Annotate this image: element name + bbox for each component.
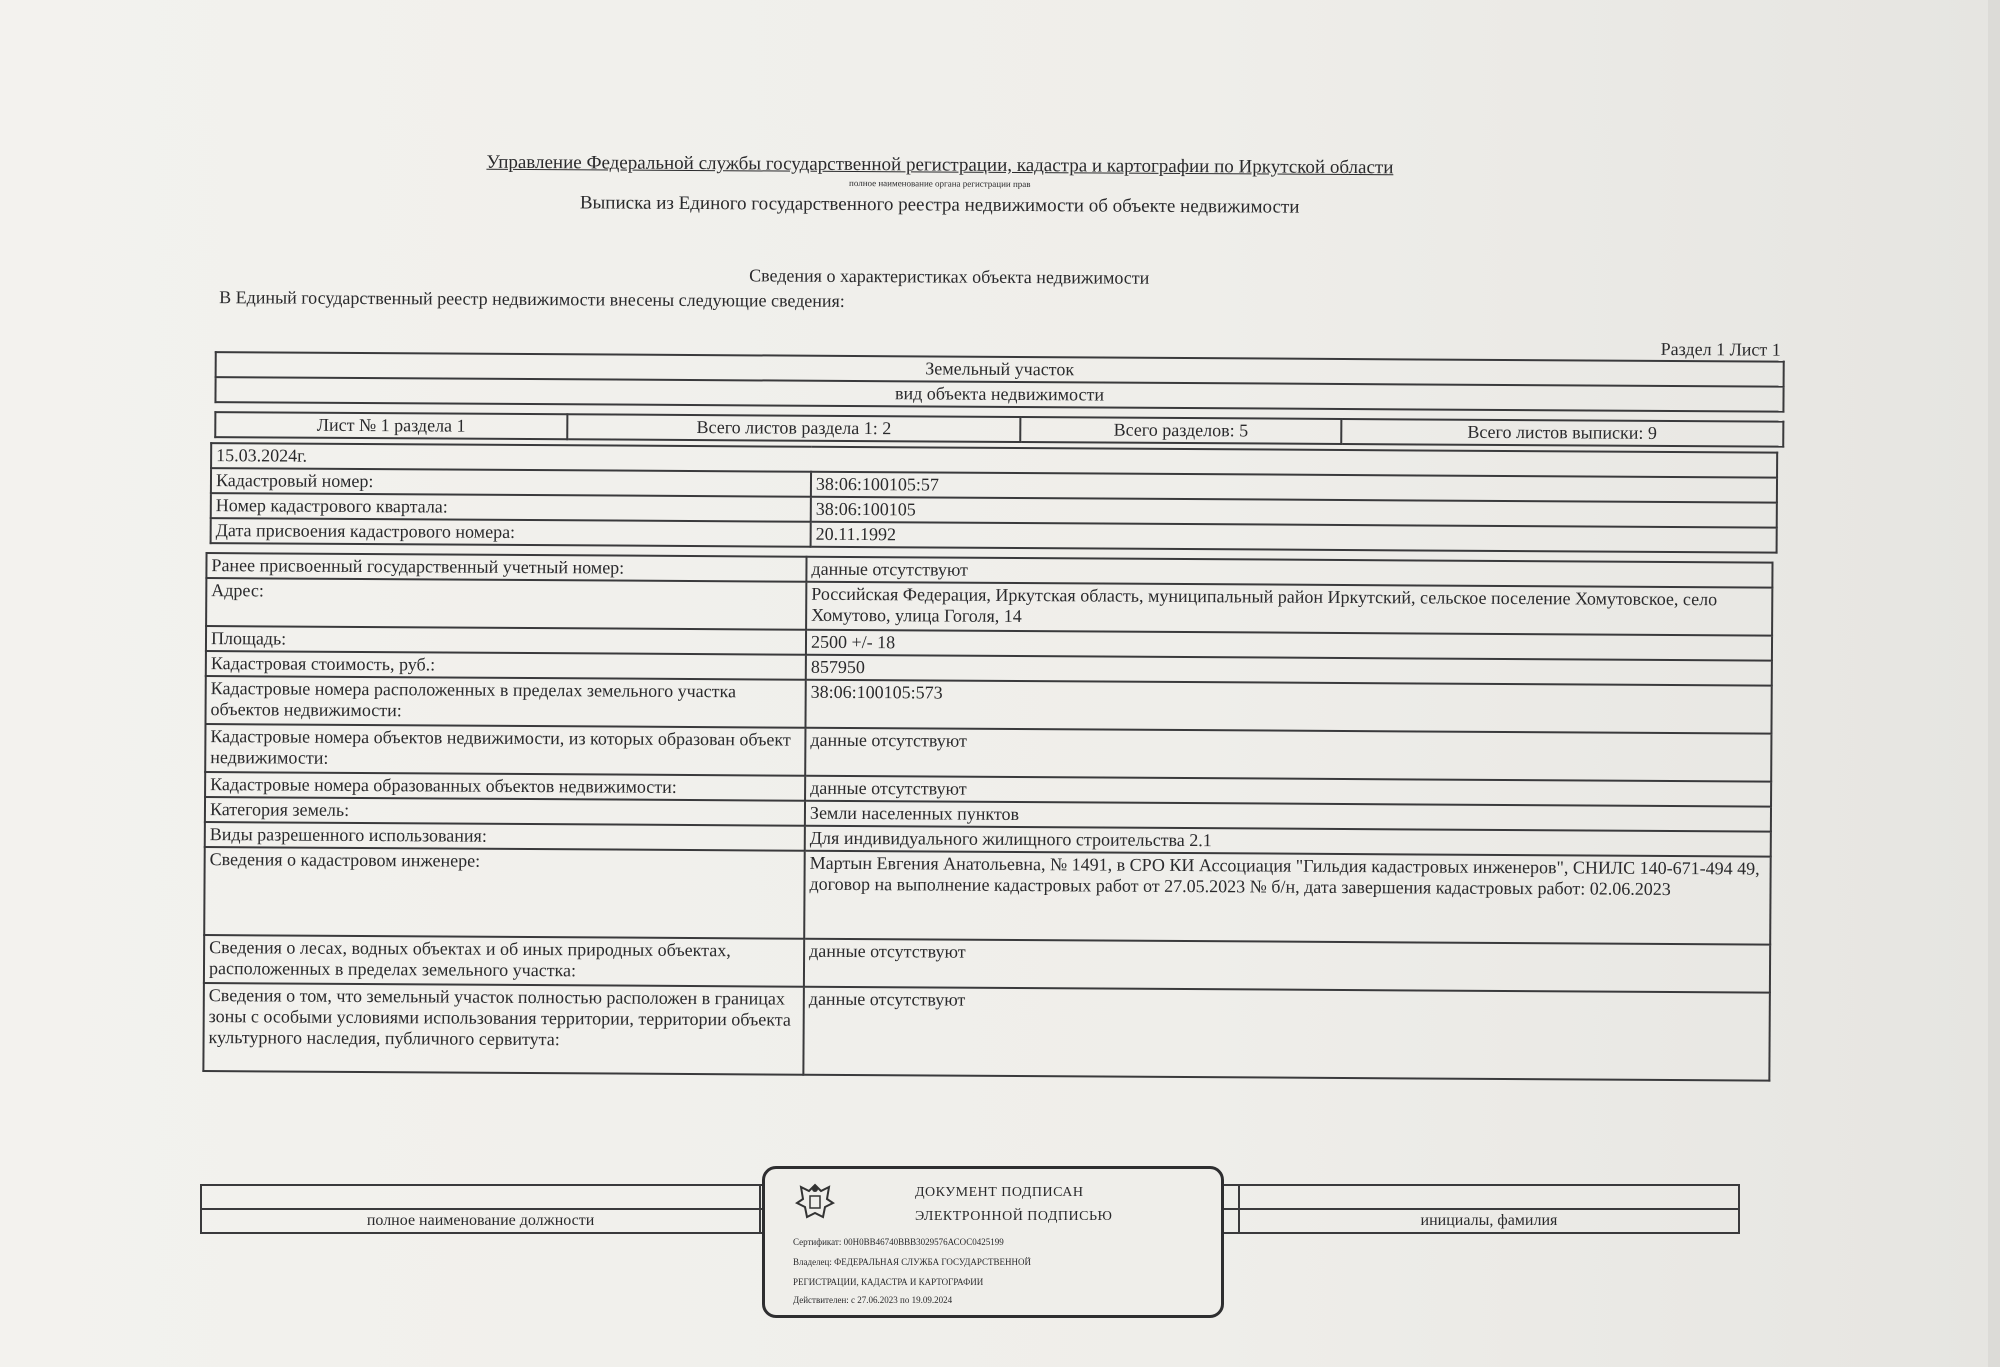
row-value: Для индивидуального жилищного строительства 2.1 [805,826,1771,857]
intro-text: В Единый государственный реестр недвижимости внесены следующие сведения: [219,287,845,311]
row-label: Кадастровый номер: [211,468,811,497]
row-value: данные отсутствуют [805,728,1771,782]
row-label: Кадастровые номера объектов недвижимости, из которых образован объект недвижимости: [205,724,805,776]
row-value: 20.11.1992 [811,522,1777,553]
row-value: данные отсутствуют [805,776,1771,807]
row-label: Номер кадастрового квартала: [211,493,811,522]
electronic-signature-stamp [762,1166,1224,1318]
section-title: Сведения о характеристиках объекта недвижимости [749,265,1150,288]
document-body [194,150,1790,1082]
row-label: Сведения о том, что земельный участок полностью расположен в границах зоны с особыми условиями использования территории, территории объекта культурного наследия, публичного сервитута: [203,983,804,1075]
row-value: Российская Федерация, Иркутская область, муниципальный район Иркутский, сельское поселение Хомутовское, село Хомутово, улица Гоголя, 14 [806,582,1772,636]
row-label: Сведения о кадастровом инженере: [204,847,805,939]
row-label: Сведения о лесах, водных объектах и об иных природных объектах, расположенных в пределах земельного участка: [204,935,804,987]
stamp-owner-line-1: Владелец: ФЕДЕРАЛЬНАЯ СЛУЖБА ГОСУДАРСТВЕННОЙ [793,1257,1032,1267]
total-section-sheets: Всего листов раздела 1: 2 [567,414,1021,442]
identifiers-table [210,442,1779,554]
row-value: Мартын Евгения Анатольевна, № 1491, в СРО КИ Ассоциация "Гильдия кадастровых инженеров", СНИЛС 140-671-494 49, договор на выполнение кадастровых работ от 27.05.2023 № б/н, дата завершения кадастровых работ: 02.06.2023 [804,851,1771,945]
sheets-info-table [214,411,1784,448]
row-value: 2500 +/- 18 [806,630,1772,661]
paper-edge-shadow [1988,0,2000,1367]
table-row [203,983,1770,1081]
position-caption: полное наименование должности [201,1209,760,1233]
object-type: Земельный участок [216,352,1784,387]
row-label: Категория земель: [205,797,805,826]
total-sections: Всего разделов: 5 [1021,417,1341,444]
row-label: Адрес: [206,578,806,630]
row-value: 857950 [806,655,1772,686]
stamp-validity: Действителен: с 27.06.2023 по 19.09.2024 [793,1295,953,1305]
row-label: Кадастровые номера расположенных в пределах земельного участка объектов недвижимости: [205,676,805,728]
row-value: данные отсутствуют [803,987,1770,1081]
row-label: Дата присвоения кадастрового номера: [211,518,811,547]
stamp-owner-line-2: РЕГИСТРАЦИИ, КАДАСТРА И КАРТОГРАФИИ [793,1277,984,1287]
row-value: 38:06:100105 [811,497,1777,528]
coat-of-arms-icon [793,1179,837,1223]
stamp-line-2: ЭЛЕКТРОННОЙ ПОДПИСЬЮ [915,1209,1113,1224]
total-extract-sheets: Всего листов выписки: 9 [1341,419,1783,447]
position-cell [201,1185,760,1209]
object-type-caption: вид объекта недвижимости [215,377,1783,412]
row-value: 38:06:100105:573 [805,680,1771,734]
row-label: Виды разрешенного использования: [205,822,805,851]
row-value: 38:06:100105:57 [811,472,1777,503]
organization-name: Управление Федеральной службы государственной регистрации, кадастра и картографии по Иркутской области [486,151,1394,179]
row-value: данные отсутствуют [806,557,1772,588]
row-label: Кадастровые номера образованных объектов недвижимости: [205,772,805,801]
organization-note: полное наименование органа регистрации прав [848,177,1031,190]
row-label: Кадастровая стоимость, руб.: [206,651,806,680]
object-type-table [214,351,1784,413]
extract-title: Выписка из Единого государственного реестра недвижимости об объекте недвижимости [579,192,1300,218]
row-value: данные отсутствуют [804,939,1770,993]
row-label: Ранее присвоенный государственный учетный номер: [206,553,806,582]
stamp-line-1: ДОКУМЕНТ ПОДПИСАН [915,1185,1084,1200]
stamp-certificate: Сертификат: 00Н0ВВ46740ВВВ3029576АСОС0425199 [793,1237,1004,1247]
row-label: Площадь: [206,626,806,655]
part-sheet-label: Раздел 1 Лист 1 [1660,338,1781,360]
extract-date: 15.03.2024г. [211,443,1777,478]
table-row [204,847,1771,945]
row-value: Земли населенных пунктов [805,801,1771,832]
characteristics-table [202,552,1773,1082]
initials-caption: инициалы, фамилия [1239,1209,1739,1233]
initials-cell [1239,1185,1739,1209]
sheet-number: Лист № 1 раздела 1 [215,412,567,439]
